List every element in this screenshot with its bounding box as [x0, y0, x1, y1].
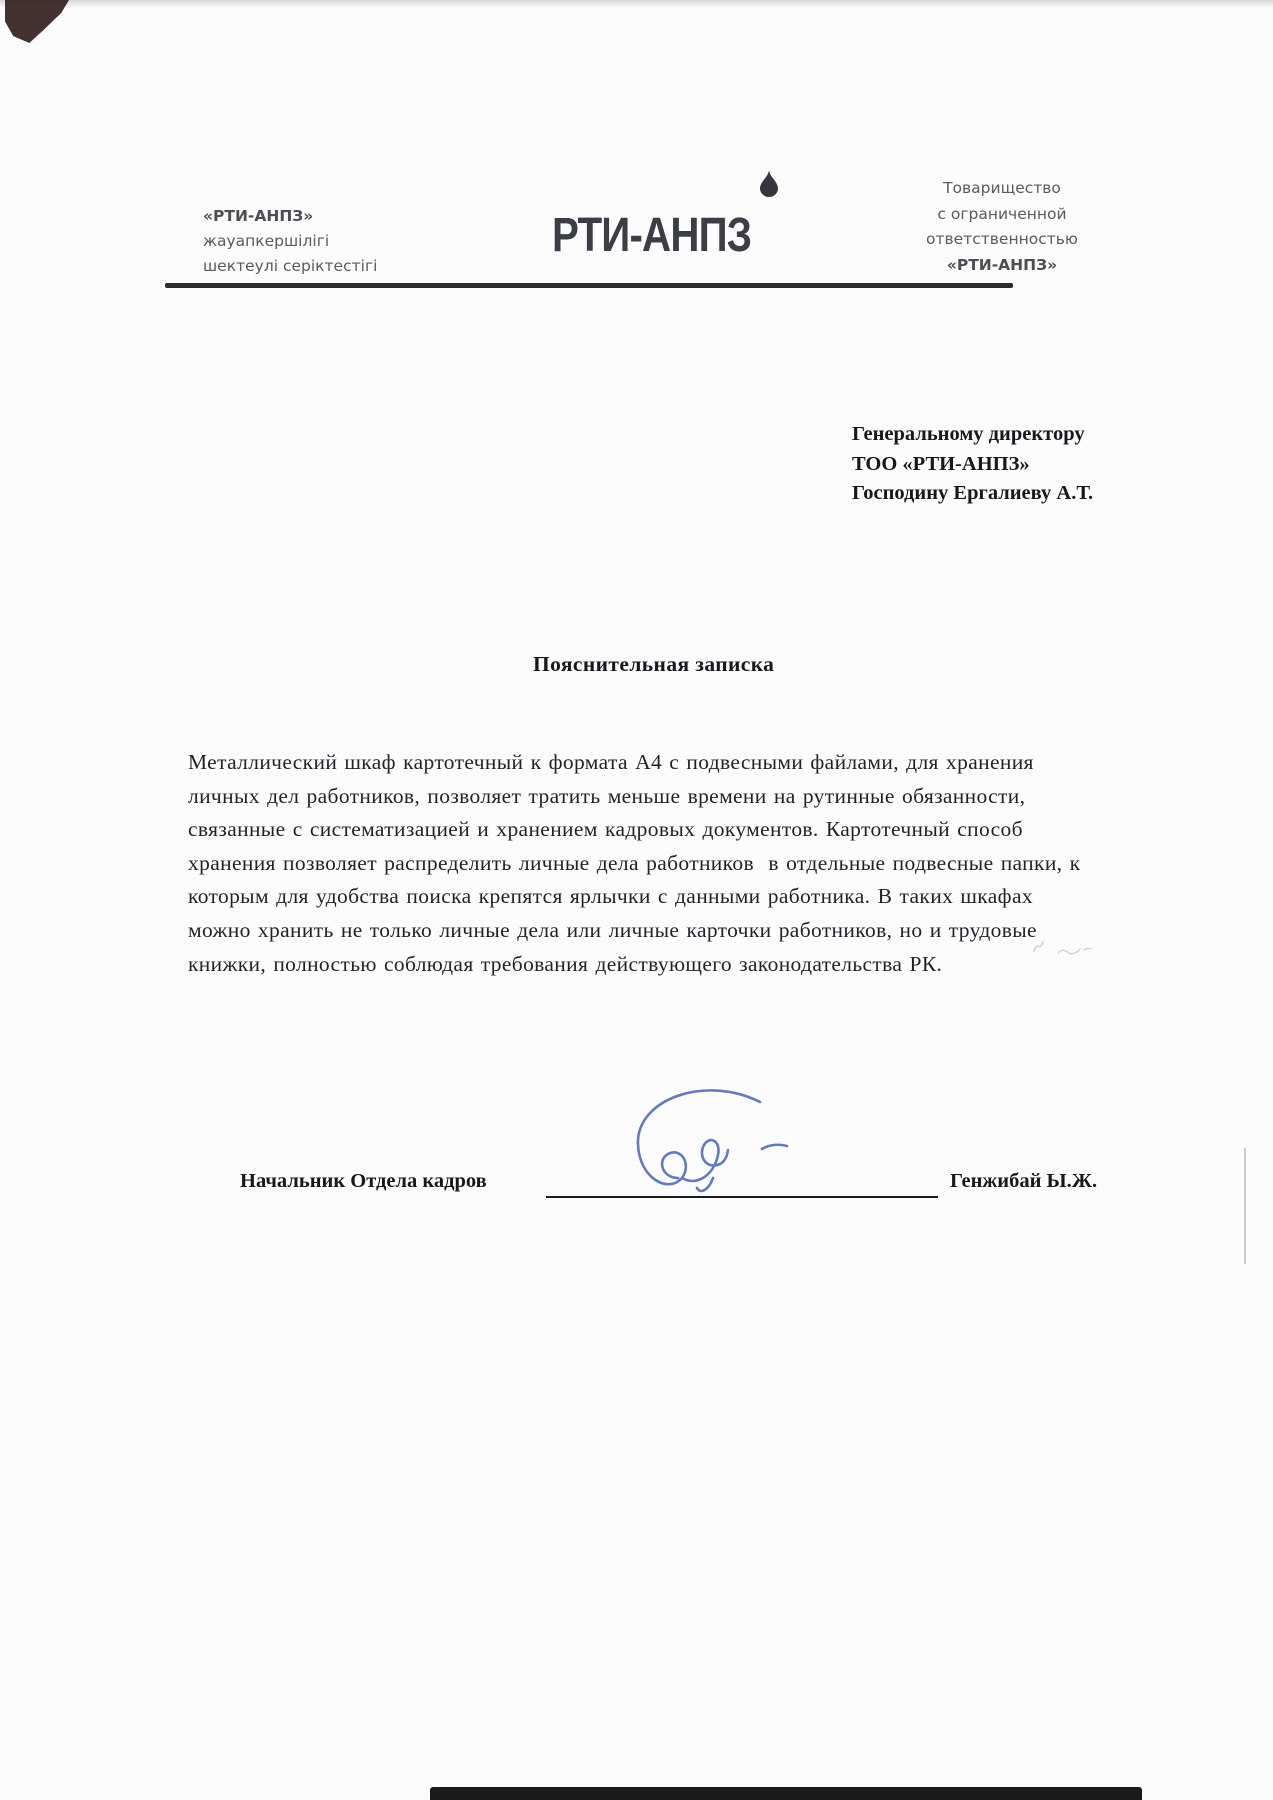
letterhead-right-line1: Товарищество	[943, 179, 1061, 197]
addressee-line-person: Господину Ергалиеву А.Т.	[852, 482, 1094, 504]
addressee-line-position: Генеральному директору	[852, 423, 1085, 445]
letterhead-divider-rule	[165, 283, 1013, 288]
body-line: хранения позволяет распределить личные дела работников в отдельные подвесные папки, к	[188, 850, 1081, 875]
body-line: Металлический шкаф картотечный к формата А4 с подвесными файлами, для хранения	[188, 750, 1034, 774]
letterhead-left-block	[203, 204, 403, 279]
addressee-line-company: ТОО «РТИ-АНПЗ»	[852, 452, 1030, 475]
letterhead-left-line2: жауапкершілігі	[203, 232, 330, 250]
scan-corner-artifact	[5, 0, 69, 43]
addressee-block	[852, 420, 1093, 509]
handwritten-signature-icon	[612, 1086, 822, 1198]
signatory-role-label: Начальник Отдела кадров	[240, 1170, 487, 1192]
oil-drop-icon	[760, 170, 778, 197]
body-paragraph	[188, 746, 1080, 981]
letterhead-right-company: «РТИ-АНПЗ»	[946, 255, 1058, 274]
body-line: которым для удобства поиска крепятся ярлычки с данными работника. В таких шкафах	[188, 884, 1033, 909]
company-logo-text: РТИ-АНПЗ	[552, 209, 752, 262]
signatory-name: Генжибай Ы.Ж.	[950, 1170, 1098, 1192]
body-line: можно хранить не только личные дела или личные карточки работников, но и трудовые	[188, 917, 1037, 942]
scan-top-edge-shadow	[0, 0, 1273, 8]
letterhead-right-block	[893, 176, 1111, 278]
body-line: личных дел работников, позволяет тратить меньше времени на рутинные обязанности,	[188, 783, 1026, 808]
body-line: связанные с систематизацией и хранением кадровых документов. Картотечный способ	[188, 817, 1023, 842]
company-logo	[552, 209, 812, 272]
letterhead-right-line2: с ограниченной	[937, 204, 1067, 223]
scan-bottom-bar-artifact	[430, 1787, 1142, 1800]
letterhead-left-line3: шектеулі серіктестігі	[203, 257, 378, 275]
scan-right-edge-line	[1244, 1148, 1246, 1264]
letterhead-right-line3: ответственностью	[926, 230, 1078, 248]
pencil-scribble-icon	[1028, 933, 1100, 961]
letterhead-left-company: «РТИ-АНПЗ»	[203, 207, 314, 225]
document-title: Пояснительная записка	[533, 652, 775, 676]
body-line: книжки, полностью соблюдая требования действующего законодательства РК.	[188, 951, 943, 976]
